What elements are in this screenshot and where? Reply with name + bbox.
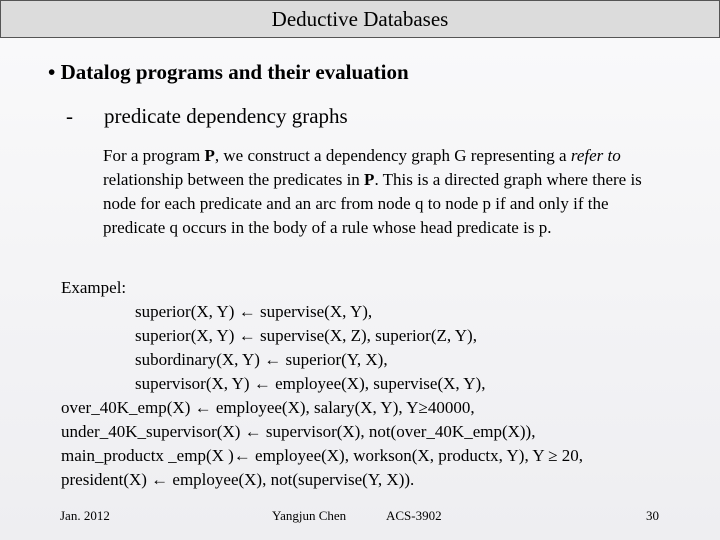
- page-number: 30: [646, 508, 659, 523]
- program-symbol: P: [204, 146, 215, 165]
- rule-line: main_productx _emp(X )← employee(X), workson(X, productx, Y), Y ≥ 20,: [61, 446, 584, 465]
- rule-line: superior(X, Y) ← supervise(X, Y),: [135, 302, 373, 321]
- italic-term: refer to: [570, 146, 621, 165]
- rule-line: subordinary(X, Y) ← superior(Y, X),: [135, 350, 388, 369]
- slide-title: Deductive Databases: [271, 6, 449, 31]
- rule-line: superior(X, Y) ← supervise(X, Z), superior(Z, Y),: [135, 326, 477, 345]
- rule-line: under_40K_supervisor(X) ← supervisor(X), not(over_40K_emp(X)),: [61, 422, 536, 441]
- slide-title-bar: [0, 0, 720, 38]
- footer-course: ACS-3902: [386, 508, 442, 523]
- paragraph-text: For a program: [103, 146, 205, 165]
- program-symbol: P: [364, 170, 375, 189]
- paragraph-text: , we construct a dependency graph G representing a: [214, 146, 571, 165]
- footer-author: Yangjun Chen: [272, 508, 347, 523]
- paragraph-text: relationship between the predicates in: [103, 170, 365, 189]
- bullet-icon: •: [48, 60, 56, 84]
- rule-line: over_40K_emp(X) ← employee(X), salary(X, Y), Y≥40000,: [61, 398, 475, 417]
- dash-icon: -: [66, 104, 73, 128]
- footer-date: Jan. 2012: [60, 508, 110, 523]
- section-heading-text: Datalog programs and their evaluation: [60, 60, 409, 84]
- subheading-text: predicate dependency graphs: [104, 104, 348, 128]
- example-block: [61, 276, 711, 492]
- section-heading: [48, 60, 409, 85]
- definition-paragraph: [103, 144, 663, 240]
- paragraph-text: . This is a directed graph where there is node for each predicate and an arc from node q to node p if and only if the predicate q occurs in the body of a rule whose head predicate is p.: [103, 170, 642, 237]
- example-label: Exampel:: [61, 278, 127, 297]
- rule-line: supervisor(X, Y) ← employee(X), supervise(X, Y),: [135, 374, 486, 393]
- rule-line: president(X) ← employee(X), not(supervise(Y, X)).: [61, 470, 415, 489]
